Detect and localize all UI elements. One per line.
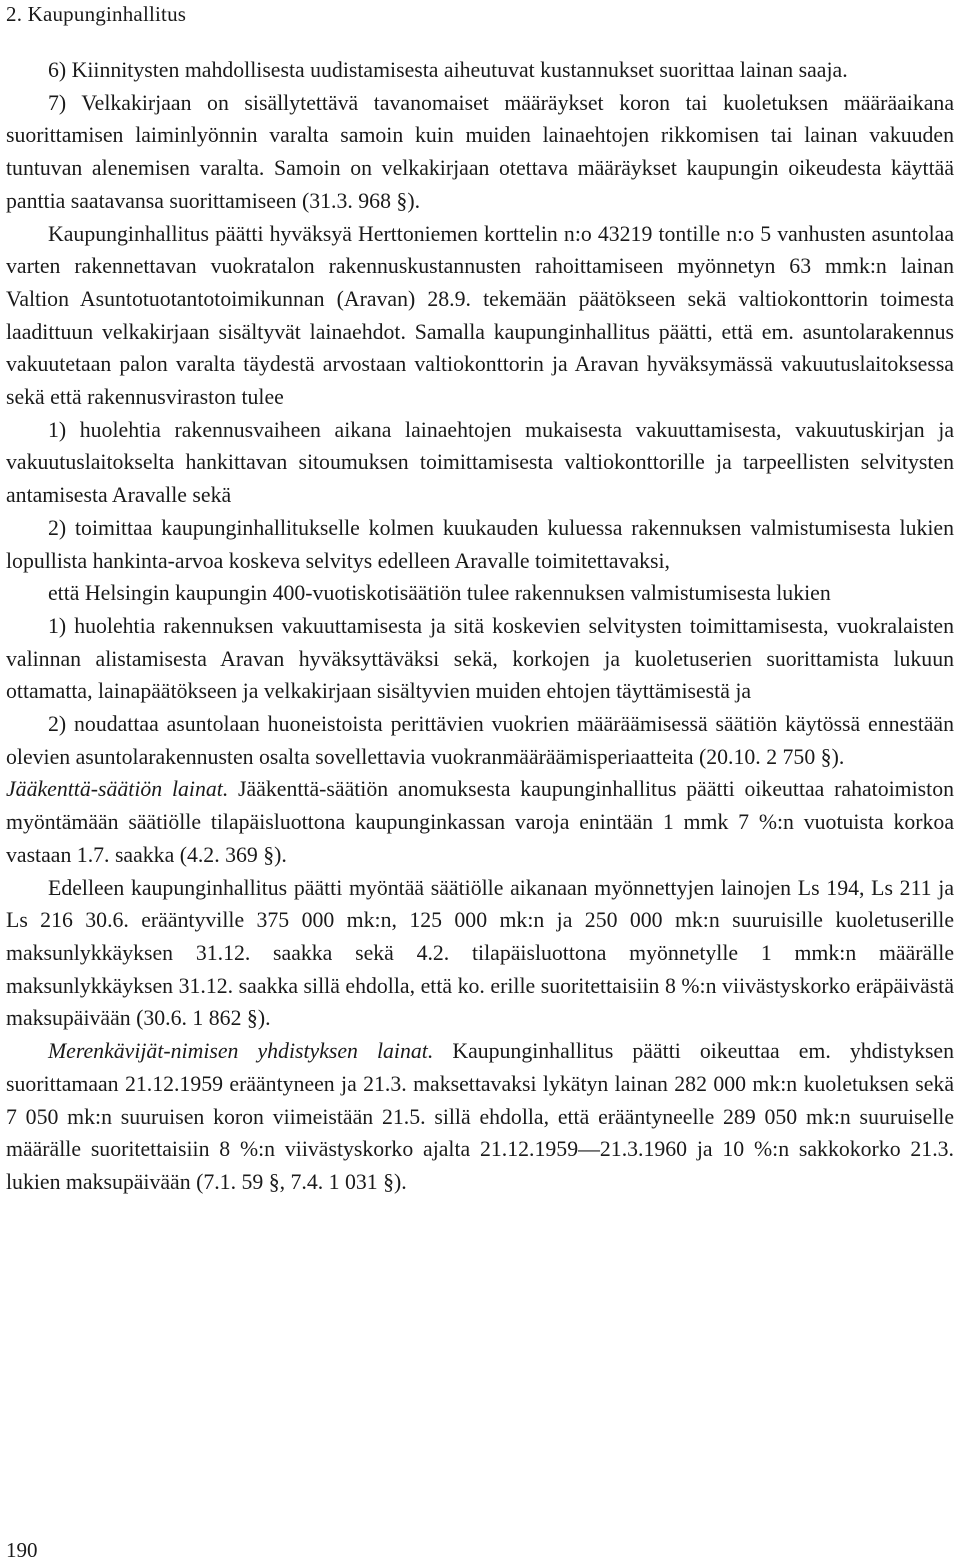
paragraph-rakennusvirasto-2: 2) toimittaa kaupunginhallitukselle kolmen kuukauden kuluessa rakennuksen valmistumisesta lukien lopullista hankinta-arvoa koskeva selvitys edelleen Aravalle toimitettavaksi, — [6, 515, 954, 573]
paragraph-merenkavijat-text: Kaupunginhallitus päätti oikeuttaa em. yhdistyksen suorittamaan 21.12.1959 erääntyneen ja 21.3. maksettavaksi lykätyn lainan 282 000 mk:n kuoletuksen sekä 7 050 mk:n suuruisen koron viimeistään 21.5. sillä ehdolla, että erääntyneelle 289 050 mk:n suuruiselle määrälle suoritettaisiin 8 %:n viivästyskorko ajalta 21.12.1959—21.3.1960 ja 10 %:n sakkokorko 21.3. lukien maksupäivään (7.1. 59 §, 7.4. 1 031 §). — [6, 1039, 954, 1194]
paragraph-jaakentta — [6, 773, 954, 871]
page-number: 190 — [6, 1538, 38, 1562]
paragraph-saatio-intro: että Helsingin kaupungin 400-vuotiskotisäätiön tulee rakennuksen valmistumisesta lukien — [48, 581, 831, 606]
paragraph-rakennusvirasto-1: 1) huolehtia rakennusvaiheen aikana lainaehtojen mukaisesta vakuuttamisesta, vakuutuskirjan ja vakuutuslaitokselta hankittavan sitoumuksen toimittamisesta valtiokonttorille ja tarpeellisten selvitysten antamisesta Aravalle sekä — [6, 417, 954, 508]
paragraph-herttoniemi-loan: Kaupunginhallitus päätti hyväksyä Herttoniemen korttelin n:o 43219 tontille n:o 5 vanhusten asuntolaa varten rakennettavan vuokratalon rakennuskustannusten rahoittamiseen myönnetyn 63 mmk:n lainan Valtion Asuntotuotantotoimikunnan (Aravan) 28.9. tekemään päätökseen sekä valtiokonttorin toimesta laadittuun velkakirjaan sisältyvät lainaehdot. Samalla kaupunginhallitus päätti, että em. asuntolarakennus vakuutetaan palon varalta täydestä arvostaan valtiokonttorin ja Aravan hyväksymässä vakuutuslaitoksessa sekä että rakennusviraston tulee — [6, 221, 954, 410]
paragraph-item-6: 6) Kiinnitysten mahdollisesta uudistamisesta aiheutuvat kustannukset suorittaa lainan saaja. — [48, 58, 848, 82]
paragraph-jaakentta-continued: Edelleen kaupunginhallitus päätti myöntää säätiölle aikanaan myönnettyjen lainojen Ls 194, Ls 211 ja Ls 216 30.6. erääntyville 375 000 mk:n, 125 000 mk:n ja 250 000 mk:n suuruisille kuoletuserille maksunlykkäyksen 31.12. saakka sekä 4.2. tilapäisluottona myönnetylle 1 mmk:n määrälle maksunlykkäyksen 31.12. saakka sillä ehdolla, että ko. erille suoritettaisiin 8 %:n viivästyskorko eräpäivästä maksupäivään (30.6. 1 862 §). — [6, 875, 954, 1031]
paragraph-jaakentta-text: Jääkenttä-säätiön anomuksesta kaupunginhallitus päätti oikeuttaa rahatoimiston myöntämään säätiölle tilapäisluottona kaupunginkassan varoja enintään 1 mmk 7 %:n vuotuista korkoa vastaan 1.7. saakka (4.2. 369 §). — [6, 777, 954, 867]
paragraph-saatio-2: 2) noudattaa asuntolaan huoneistoista perittävien vuokrien määräämisessä säätiön käytössä ennestään olevien asuntolarakennusten osalta sovellettavia vuokranmääräämisperiaatteita (20.10. 2 750 §). — [6, 712, 954, 769]
paragraph-item-7: 7) Velkakirjaan on sisällytettävä tavanomaiset määräykset koron tai kuoletuksen määräaikana suorittamisen laiminlyönnin varalta samoin kuin muiden lainaehtojen rikkomisen tai lainan vakuuden tuntuvan alenemisen varalta. Samoin on velkakirjaan otettava määräykset kaupungin oikeudesta käyttää panttia saatavansa suorittamiseen (31.3. 968 §). — [6, 90, 954, 213]
paragraph-saatio-1: 1) huolehtia rakennuksen vakuuttamisesta ja sitä koskevien selvitysten toimittamisesta, vuokralaisten valinnan alistamisesta Aravan hyväksyttäväksi sekä, korkojen ja kuoletuserien suorittamista lukuun ottamatta, lainapäätökseen ja velkakirjaan sisältyvien muiden ehtojen täyttämisestä ja — [6, 613, 954, 704]
paragraph-merenkavijat — [6, 1035, 954, 1199]
section-heading-merenkavijat: Merenkävijät-nimisen yhdistyksen lainat. — [48, 1039, 434, 1064]
running-header: 2. Kaupunginhallitus — [6, 2, 187, 26]
section-heading-jaakentta: Jääkenttä-säätiön lainat. — [6, 777, 229, 802]
page-body — [6, 54, 954, 1199]
